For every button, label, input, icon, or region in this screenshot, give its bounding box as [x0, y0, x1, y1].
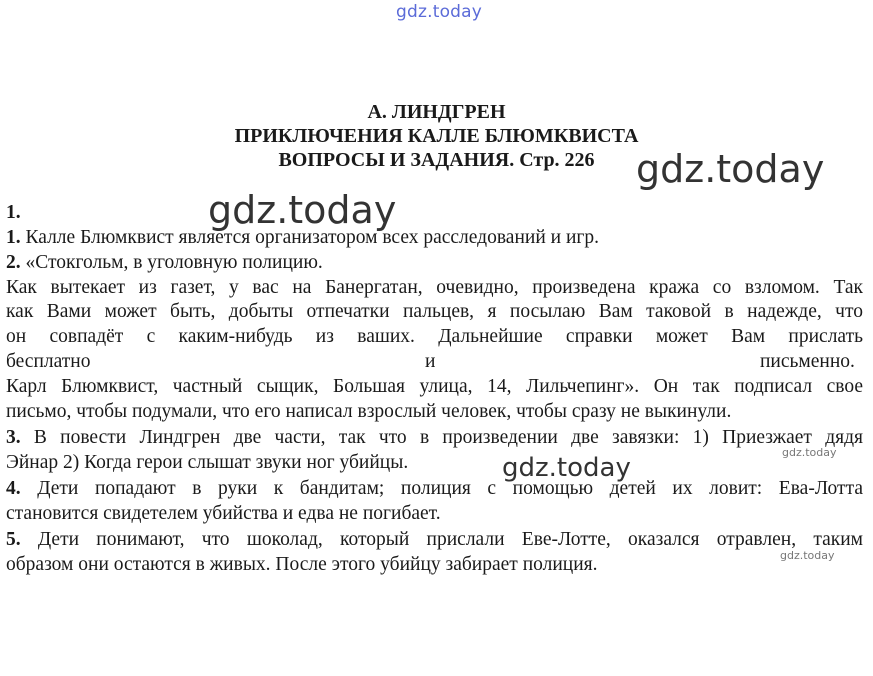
answer-number: 3.	[6, 427, 21, 448]
answer-line-12	[6, 477, 863, 501]
answer-line-7b: и	[425, 351, 436, 372]
watermark-large-right: gdz.today	[636, 147, 825, 191]
answer-line-9: письмо, чтобы подумали, что его написал взрослый человек, чтобы сразу не выкинули.	[6, 401, 732, 422]
watermark-small-2: gdz.today	[780, 549, 835, 562]
answer-text: «Стокгольм, в уголовную полицию.	[20, 252, 323, 273]
answer-number: 1.	[6, 202, 21, 223]
watermark-large-left: gdz.today	[208, 188, 397, 232]
answer-line-13: становится свидетелем убийства и едва не погибает.	[6, 503, 441, 524]
answer-text: Дети попадают в руки к бандитам; полиция с помощью детей их ловит: Ева-Лотта	[20, 478, 863, 499]
watermark-top: gdz.today	[396, 2, 483, 22]
answer-number: 4.	[6, 478, 21, 499]
answer-line-11: Эйнар 2) Когда герои слышат звуки ног убийцы.	[6, 452, 409, 473]
answer-text: В повести Линдгрен две части, так что в произведении две завязки: 1) Приезжает дядя	[20, 427, 863, 448]
title-heading: ПРИКЛЮЧЕНИЯ КАЛЛЕ БЛЮМКВИСТА	[234, 125, 639, 147]
answer-line-4: Как вытекает из газет, у вас на Банергатан, очевидно, произведена кража со взломом. Так	[6, 277, 863, 298]
watermark-small-1: gdz.today	[782, 446, 837, 459]
answer-line-3	[6, 251, 323, 275]
answer-line-8: Карл Блюмквист, частный сыщик, Большая улица, 14, Лильчепинг». Он так подписал свое	[6, 376, 863, 397]
answer-line-7c: письменно.	[760, 351, 855, 372]
answer-line-1	[6, 201, 21, 225]
answer-line-14	[6, 528, 863, 552]
answer-line-2	[6, 226, 599, 250]
subtitle-heading: ВОПРОСЫ И ЗАДАНИЯ. Стр. 226	[278, 149, 595, 171]
answer-text: Дети понимают, что шоколад, который прислали Еве-Лотте, оказался отравлен, таким	[20, 529, 863, 550]
answer-line-5: как Вами может быть, добыты отпечатки пальцев, я посылаю Вам таковой в надежде, что	[6, 301, 863, 322]
answer-number: 5.	[6, 529, 21, 550]
author-heading: А. ЛИНДГРЕН	[367, 101, 506, 123]
watermark-middle: gdz.today	[502, 453, 631, 483]
answer-line-7a: бесплатно	[6, 351, 91, 372]
answer-text: Калле Блюмквист является организатором всех расследований и игр.	[20, 227, 600, 248]
answer-line-15: образом они остаются в живых. После этого убийцу забирает полиция.	[6, 554, 598, 575]
answer-line-6: он совпадёт с каким-нибудь из ваших. Дальнейшие справки может Вам прислать	[6, 326, 863, 347]
answer-line-10	[6, 426, 863, 450]
answer-number: 1.	[6, 227, 21, 248]
answer-number: 2.	[6, 252, 21, 273]
